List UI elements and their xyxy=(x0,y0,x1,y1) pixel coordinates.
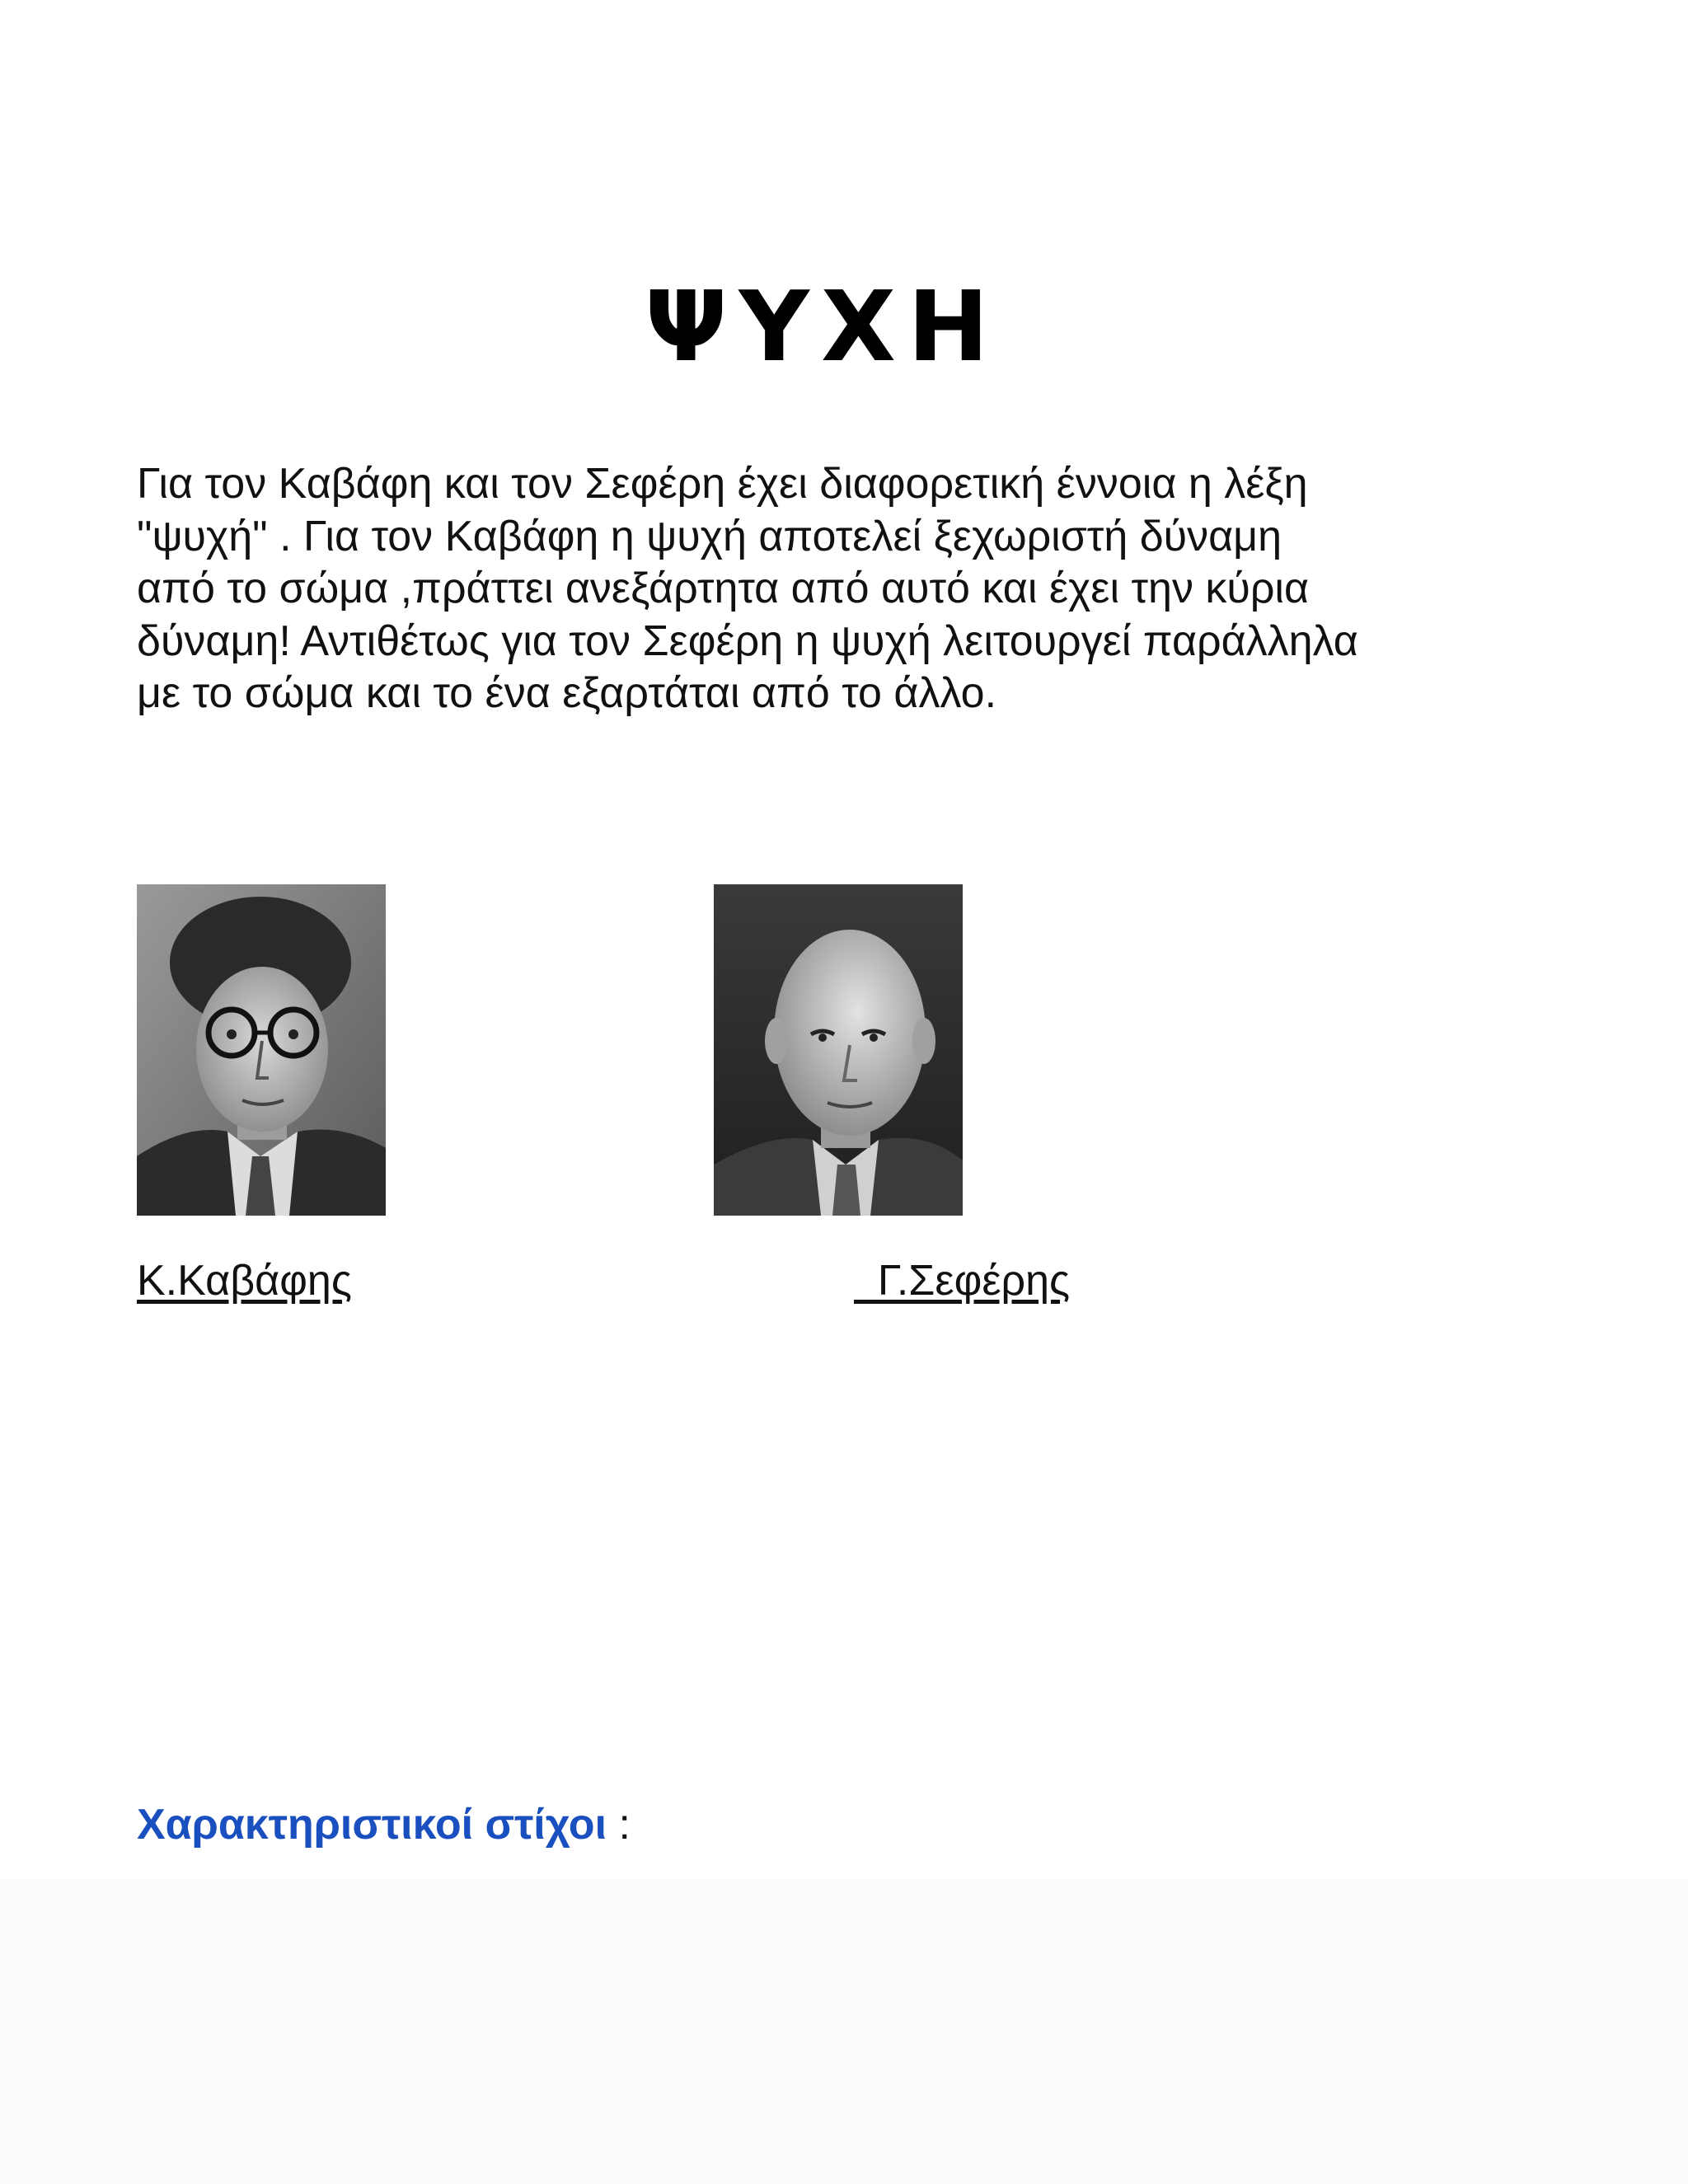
page-title: ΨΥΧΗ xyxy=(645,269,1001,384)
cavafy-caption: Κ.Καβάφης xyxy=(137,1257,352,1305)
seferis-portrait-image xyxy=(714,884,963,1216)
verses-heading xyxy=(137,1798,631,1851)
cavafy-portrait-drawing xyxy=(137,884,386,1216)
seferis-portrait-drawing xyxy=(714,884,963,1216)
verses-heading-separator: : xyxy=(607,1801,631,1849)
seferis-caption: Γ.Σεφέρης xyxy=(854,1257,1071,1305)
verses-heading-label: Χαρακτηριστικοί στίχοι xyxy=(137,1801,607,1849)
intro-paragraph: Για τον Καβάφη και τον Σεφέρη έχει διαφορετική έννοια η λέξη "ψυχή" . Για τον Καβάφη η ψυχή αποτελεί ξεχωριστή δύναμη από το σώμα ,πράττει ανεξάρτητα από αυτό και έχει την κύρια δύναμη! Αντιθέτως για τον Σεφέρη η ψυχή λειτουργεί παράλληλα με το σώμα και το ένα εξαρτάται από το άλλο. xyxy=(137,460,1358,717)
cavafy-portrait-image xyxy=(137,884,386,1216)
page-footer-area xyxy=(0,1879,1688,2184)
